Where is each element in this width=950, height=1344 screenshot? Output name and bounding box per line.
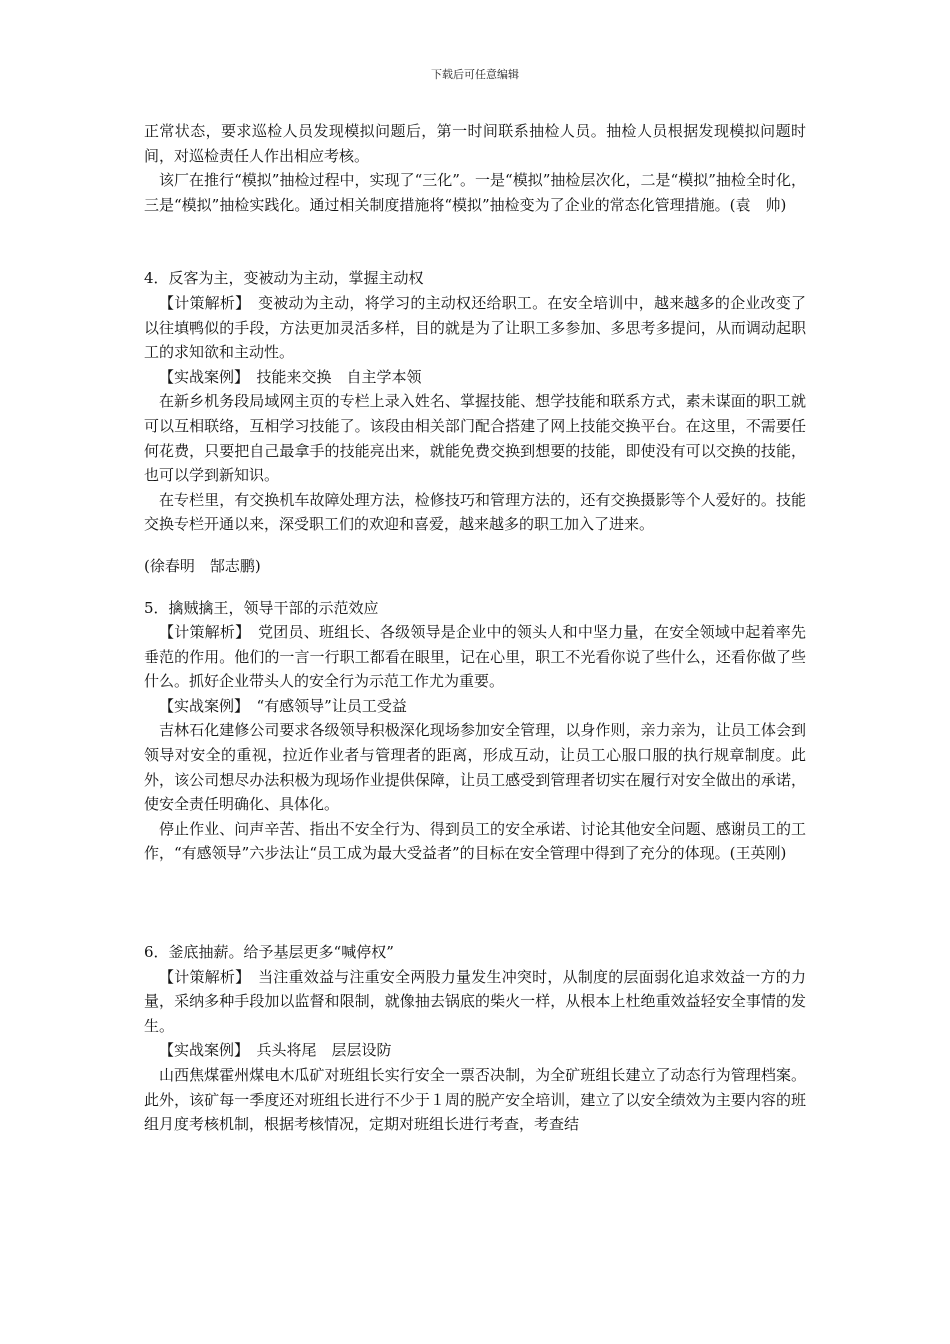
section-5-case-paragraph-2: 停止作业、问声辛苦、指出不安全行为、得到员工的安全承诺、讨论其他安全问题、感谢员工的工作，“有感领导”六步法让“员工成为最大受益者”的目标在安全管理中得到了充分的体现。(王英刚) (144, 819, 806, 863)
section-4-case-title: 【实战案例】 技能来交换 自主学本领 (159, 367, 422, 386)
section-5-analysis: 【计策解析】 党团员、班组长、各级领导是企业中的领头人和中坚力量，在安全领域中起着率先垂范的作用。他们的一言一行职工都看在眼里，记在心里，职工不光看你说了些什么，还看你做了些什么。抓好企业带头人的安全行为示范工作尤为重要。 (144, 623, 806, 691)
document-body (144, 119, 806, 1137)
section-4-analysis: 【计策解析】 变被动为主动，将学习的主动权还给职工。在安全培训中，越来越多的企业改变了以往填鸭似的手段，方法更加灵活多样，目的就是为了让职工多参加、多思考多提问，从而调动起职工的求知欲和主动性。 (144, 293, 806, 362)
section-4-case-paragraph-1: 在新乡机务段局域网主页的专栏上录入姓名、掌握技能、想学技能和联系方式，素未谋面的职工就可以互相联络，互相学习技能了。该段由相关部门配合搭建了网上技能交换平台。在这里，不需要任何花费，只要把自己最拿手的技能亮出来，就能免费交换到想要的技能，即使没有可以交换的技能，也可以学到新知识。 (144, 392, 806, 485)
section-5-title: 5．擒贼擒王，领导干部的示范效应 (144, 598, 379, 617)
section-6-analysis: 【计策解析】 当注重效益与注重安全两股力量发生冲突时，从制度的层面弱化追求效益一方的力量，采纳多种手段加以监督和限制，就像抽去锅底的柴火一样，从根本上杜绝重效益轻安全事情的发生。 (144, 967, 806, 1035)
section-6-case-paragraph-1: 山西焦煤霍州煤电木瓜矿对班组长实行安全一票否决制，为全矿班组长建立了动态行为管理档案。此外，该矿每一季度还对班组长进行不少于１周的脱产安全培训，建立了以安全绩效为主要内容的班组月度考核机制，根据考核情况，定期对班组长进行考查，考查结 (144, 1066, 806, 1134)
page-header: 下载后可任意编辑 (431, 68, 519, 81)
section-5-case-title: 【实战案例】 “有感领导”让员工受益 (159, 696, 407, 715)
section-4-case-paragraph-2: 在专栏里，有交换机车故障处理方法，检修技巧和管理方法的，还有交换摄影等个人爱好的。技能交换专栏开通以来，深受职工们的欢迎和喜爱，越来越多的职工加入了进来。 (144, 490, 806, 534)
paragraph-continuation: 正常状态，要求巡检人员发现模拟问题后，第一时间联系抽检人员。抽检人员根据发现模拟问题时间，对巡检责任人作出相应考核。 (144, 122, 806, 165)
section-6-title: 6．釜底抽薪。给予基层更多“喊停权” (144, 943, 394, 962)
section-4-title: 4．反客为主，变被动为主动，掌握主动权 (144, 269, 424, 288)
section-5-case-paragraph-1: 吉林石化建修公司要求各级领导积极深化现场参加安全管理，以身作则，亲力亲为，让员工体会到领导对安全的重视，拉近作业者与管理者的距离，形成互动，让员工心服口服的执行规章制度。此外，该公司想尽办法积极为现场作业提供保障，让员工感受到管理者切实在履行对安全做出的承诺，使安全责任明确化、具体化。 (144, 721, 806, 814)
section-4-author: (徐春明 郜志鹏) (144, 556, 261, 575)
paragraph-three-modes: 该厂在推行“模拟”抽检过程中，实现了“三化”。一是“模拟”抽检层次化，二是“模拟”抽检全时化，三是“模拟”抽检实践化。通过相关制度措施将“模拟”抽检变为了企业的常态化管理措施。(袁 帅) (144, 171, 806, 214)
section-6-case-title: 【实战案例】 兵头将尾 层层设防 (159, 1041, 392, 1060)
